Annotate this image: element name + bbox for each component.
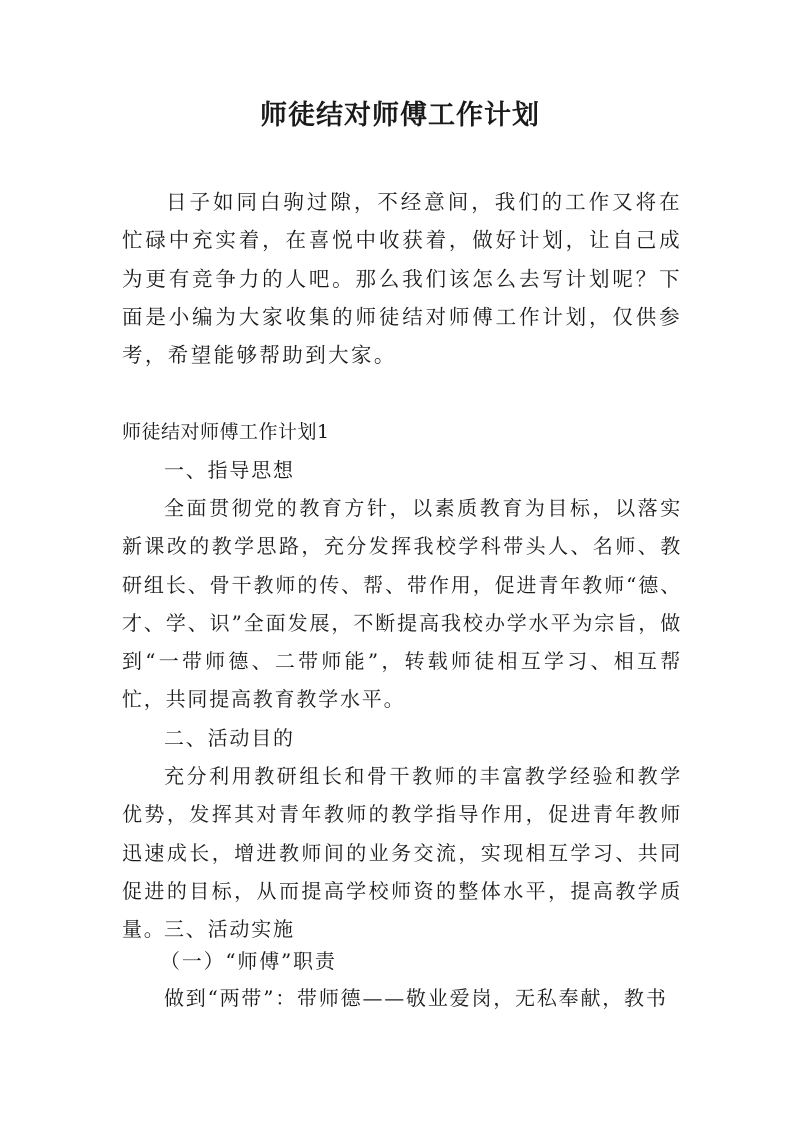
heading-guiding-ideology: 一、指导思想 xyxy=(164,458,295,482)
document-title: 师徒结对师傅工作计划 xyxy=(260,100,540,131)
section-title: 师徒结对师傅工作计划1 xyxy=(122,421,330,443)
paragraph-activity-purpose: 充分利用教研组长和骨干教师的丰富教学经验和教学优势，发挥其对青年教师的教学指导作用，促进青年教师迅速成长，增进教师间的业务交流，实现相互学习、共同促进的目标，从而提高学校师资的整体水平，提高教学质量。 xyxy=(122,764,682,942)
paragraph-mentor-duties: 做到“两带”：带师德——敬业爱岗，无私奉献，教书 xyxy=(164,986,668,1010)
heading-mentor-duties: （一）“师傅”职责 xyxy=(160,949,337,973)
intro-paragraph: 日子如同白驹过隙，不经意间，我们的工作又将在忙碌中充实着，在喜悦中收获着，做好计划，让自己成为更有竞争力的人吧。那么我们该怎么去写计划呢？下面是小编为大家收集的师徒结对师傅工作计划，仅供参考，希望能够帮助到大家。 xyxy=(122,190,682,368)
heading-activity-implementation: 三、活动实施 xyxy=(164,917,295,941)
paragraph-guiding-ideology: 全面贯彻党的教育方针，以素质教育为目标，以落实新课改的教学思路，充分发挥我校学科带头人、名师、教研组长、骨干教师的传、帮、带作用，促进青年教师“德、才、学、识”全面发展，不断提高我校办学水平为宗旨，做到“一带师德、二带师能”，转载师徒相互学习、相互帮忙，共同提高教育教学水平。 xyxy=(122,496,682,712)
heading-activity-purpose: 二、活动目的 xyxy=(164,726,295,750)
